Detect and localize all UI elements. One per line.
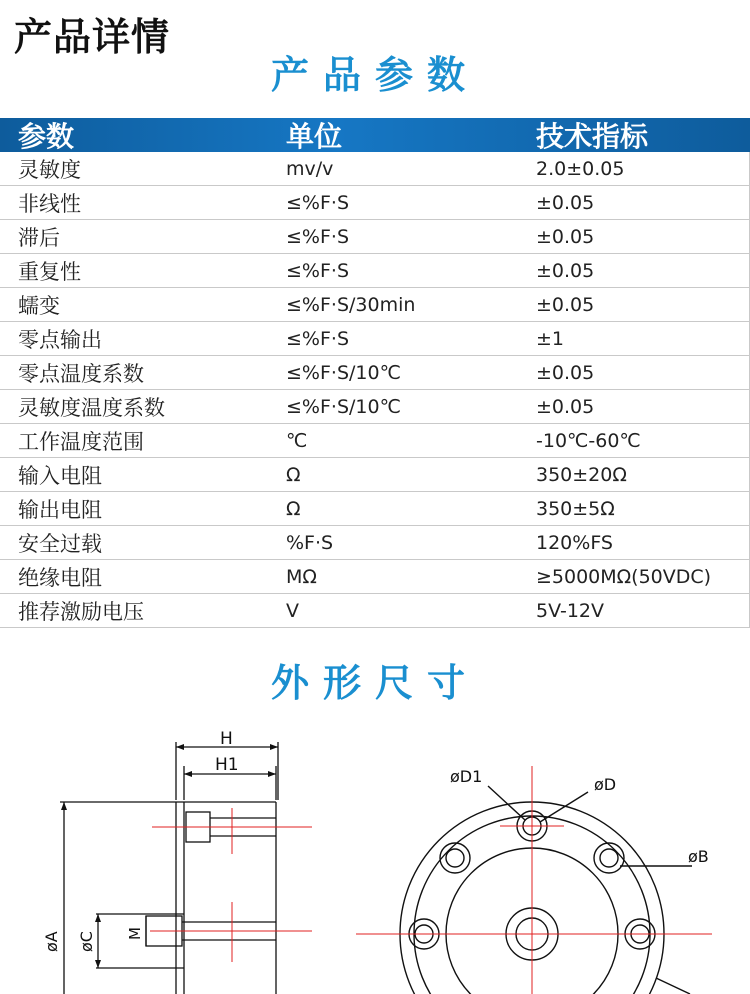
cell-spec: -10℃-60℃ (536, 429, 641, 452)
label-D1: øD1 (450, 767, 483, 786)
table-body (0, 152, 750, 628)
dimension-drawing (0, 730, 750, 994)
cell-unit: %F·S (286, 531, 334, 554)
cell-spec: ±1 (536, 327, 565, 350)
header-spec: 技术指标 (536, 120, 649, 153)
cell-param: 灵敏度温度系数 (18, 395, 165, 420)
cell-unit: ≤%F·S (286, 327, 350, 350)
table-row (0, 152, 750, 186)
section-title-dimensions: 外形尺寸 (270, 661, 479, 705)
label-A: øA (42, 931, 61, 952)
table-row (0, 186, 750, 220)
label-H1: H1 (215, 755, 239, 775)
table-row (0, 492, 750, 526)
front-view (400, 786, 692, 994)
cell-unit: V (286, 599, 299, 622)
side-view (60, 742, 278, 994)
page-title: 产品详情 (14, 15, 171, 59)
header-param: 参数 (18, 120, 75, 153)
cell-spec: 5V-12V (536, 599, 605, 622)
cell-spec: 2.0±0.05 (536, 157, 625, 180)
cell-spec: ±0.05 (536, 293, 595, 316)
table-row (0, 356, 750, 390)
cell-spec: ≥5000MΩ(50VDC) (536, 565, 712, 588)
label-C: øC (77, 931, 96, 952)
cell-unit: ≤%F·S (286, 225, 350, 248)
table-row (0, 322, 750, 356)
cell-spec: 350±20Ω (536, 463, 627, 486)
cell-param: 重复性 (18, 259, 81, 284)
cell-param: 蠕变 (18, 293, 60, 318)
cell-unit: ≤%F·S/10℃ (286, 361, 401, 384)
cell-unit: Ω (286, 463, 301, 486)
table-row (0, 390, 750, 424)
side-view-centerlines (150, 808, 312, 962)
cell-param: 滞后 (18, 225, 60, 250)
cell-unit: ≤%F·S (286, 259, 350, 282)
cell-param: 零点温度系数 (18, 361, 144, 386)
cell-param: 输入电阻 (18, 463, 102, 488)
cell-spec: 350±5Ω (536, 497, 615, 520)
header-unit: 单位 (286, 120, 343, 153)
cell-unit: mv/v (286, 157, 334, 180)
table-row (0, 220, 750, 254)
table-row (0, 288, 750, 322)
spec-table (0, 118, 750, 628)
cell-param: 零点输出 (18, 327, 102, 352)
label-H: H (220, 730, 233, 749)
table-row (0, 594, 750, 628)
table-row (0, 560, 750, 594)
table-header (0, 118, 750, 152)
cell-param: 灵敏度 (18, 157, 81, 182)
cell-spec: 120%FS (536, 531, 613, 554)
table-row (0, 526, 750, 560)
label-D: øD (594, 775, 617, 794)
cell-spec: ±0.05 (536, 259, 595, 282)
cell-param: 绝缘电阻 (18, 565, 102, 590)
cell-spec: ±0.05 (536, 191, 595, 214)
section-title-parameters: 产品参数 (270, 53, 479, 97)
cell-param: 非线性 (18, 191, 81, 216)
table-row (0, 458, 750, 492)
table-row (0, 254, 750, 288)
cell-param: 安全过载 (18, 531, 102, 556)
cell-unit: ≤%F·S/10℃ (286, 395, 401, 418)
cell-spec: ±0.05 (536, 395, 595, 418)
cell-spec: ±0.05 (536, 361, 595, 384)
cell-param: 推荐激励电压 (18, 599, 144, 624)
cell-unit: ≤%F·S/30min (286, 293, 416, 316)
label-B: øB (688, 847, 709, 866)
cell-param: 输出电阻 (18, 497, 102, 522)
cell-param: 工作温度范围 (18, 429, 144, 454)
table-row (0, 424, 750, 458)
cell-spec: ±0.05 (536, 225, 595, 248)
cell-unit: ≤%F·S (286, 191, 350, 214)
cell-unit: MΩ (286, 565, 317, 588)
cell-unit: ℃ (286, 429, 308, 452)
label-M: M (126, 927, 144, 940)
cell-unit: Ω (286, 497, 301, 520)
